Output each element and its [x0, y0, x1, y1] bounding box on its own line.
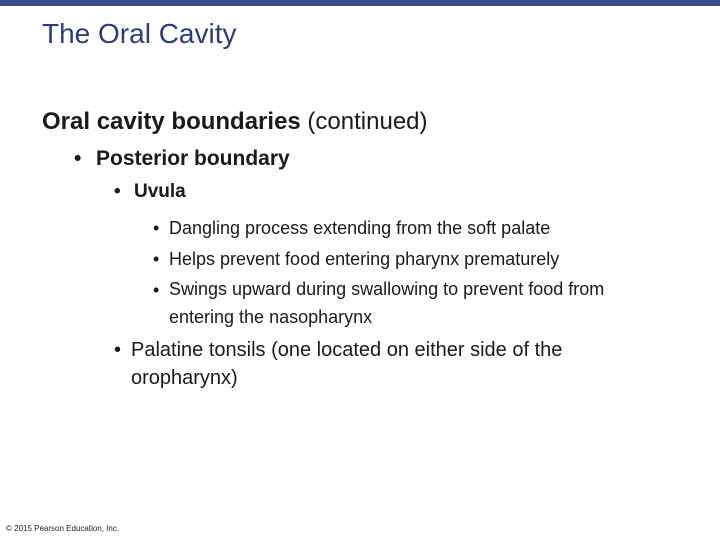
bullet-uvula-detail-3 — [153, 275, 663, 331]
bullet-posterior-boundary — [74, 147, 290, 171]
bullet-dot-icon: • — [74, 147, 82, 170]
bullet-text: Posterior boundary — [96, 147, 290, 170]
bullet-text: Uvula — [134, 181, 186, 202]
slide-title: The Oral Cavity — [42, 18, 237, 49]
heading-continued-text: (continued) — [300, 108, 428, 135]
heading-bold-text: Oral cavity boundaries — [42, 108, 301, 135]
bullet-dot-icon: • — [114, 181, 121, 202]
section-heading — [42, 108, 428, 136]
bullet-uvula-detail-1 — [153, 213, 664, 244]
bullet-uvula-detail-2 — [153, 244, 664, 275]
bullet-text: Dangling process extending from the soft palate — [169, 218, 551, 238]
bullet-dot-icon: • — [153, 218, 160, 238]
bullet-dot-icon: • — [114, 339, 122, 361]
bullet-uvula — [114, 181, 186, 203]
copyright-footer: © 2015 Pearson Education, Inc. — [6, 524, 120, 533]
bullet-dot-icon: • — [153, 280, 160, 300]
bullet-text: Helps prevent food entering pharynx prematurely — [169, 249, 560, 269]
bullet-text: Swings upward during swallowing to prevent food from entering the nasopharynx — [169, 279, 605, 327]
bullet-dot-icon: • — [153, 249, 160, 269]
top-accent-bar — [0, 0, 720, 6]
bullet-text: Palatine tonsils (one located on either side of the oropharynx) — [131, 339, 563, 389]
bullet-palatine-tonsils — [114, 336, 671, 392]
